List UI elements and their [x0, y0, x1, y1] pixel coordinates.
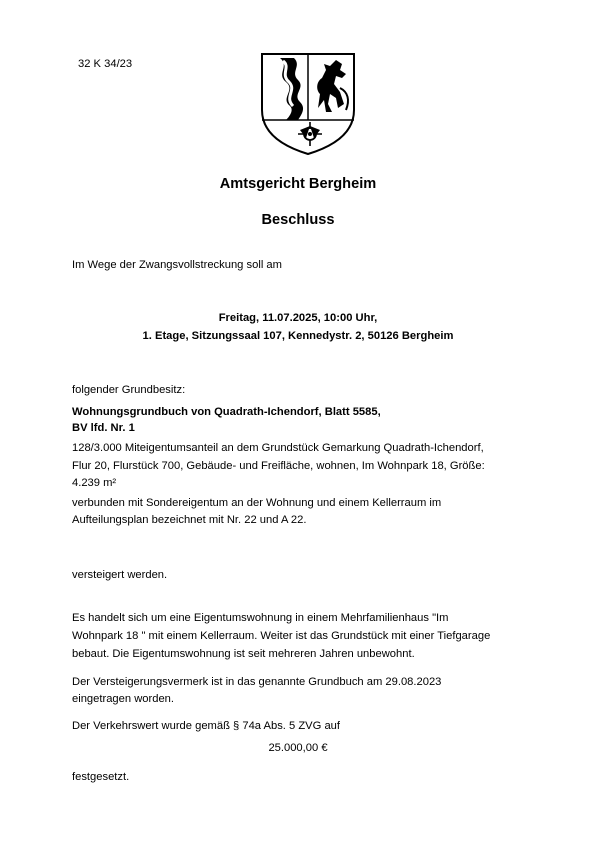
property-line: verbunden mit Sondereigentum an der Wohnung und einem Kellerraum im	[72, 497, 442, 509]
description-line: bebaut. Die Eigentumswohnung ist seit mehreren Jahren unbewohnt.	[72, 648, 415, 660]
document-type: Beschluss	[261, 212, 335, 228]
property-register: Wohnungsgrundbuch von Quadrath-Ichendorf, Blatt 5585,	[72, 406, 381, 418]
auction-phrase: versteigert werden.	[72, 569, 168, 581]
description-line: Es handelt sich um eine Eigentumswohnung in einem Mehrfamilienhaus "Im	[72, 612, 449, 624]
nrw-coat-of-arms-icon	[256, 48, 360, 158]
property-line: 128/3.000 Miteigentumsanteil an dem Grundstück Gemarkung Quadrath-Ichendorf,	[72, 442, 484, 454]
intro-text: Im Wege der Zwangsvollstreckung soll am	[72, 259, 282, 271]
file-number: 32 K 34/23	[78, 58, 133, 70]
closing-text: festgesetzt.	[72, 771, 130, 783]
valuation-amount: 25.000,00 €	[268, 742, 328, 754]
description-line: Wohnpark 18 " mit einem Kellerraum. Weiter ist das Grundstück mit einer Tiefgarage	[72, 630, 491, 642]
registration-line: Der Versteigerungsvermerk ist in das genannte Grundbuch am 29.08.2023	[72, 676, 442, 688]
property-line: Flur 20, Flurstück 700, Gebäude- und Freifläche, wohnen, Im Wohnpark 18, Größe:	[72, 460, 485, 472]
valuation-intro: Der Verkehrswert wurde gemäß § 74a Abs. 5 ZVG auf	[72, 720, 341, 732]
property-intro: folgender Grundbesitz:	[72, 384, 186, 396]
property-line: Aufteilungsplan bezeichnet mit Nr. 22 und A 22.	[72, 514, 307, 526]
property-bv: BV lfd. Nr. 1	[72, 422, 135, 434]
registration-line: eingetragen worden.	[72, 693, 175, 705]
property-line: 4.239 m²	[72, 477, 117, 489]
court-name: Amtsgericht Bergheim	[219, 176, 377, 192]
appointment-location: 1. Etage, Sitzungssaal 107, Kennedystr. 2, 50126 Bergheim	[142, 330, 454, 342]
appointment-date-time: Freitag, 11.07.2025, 10:00 Uhr,	[218, 312, 378, 324]
